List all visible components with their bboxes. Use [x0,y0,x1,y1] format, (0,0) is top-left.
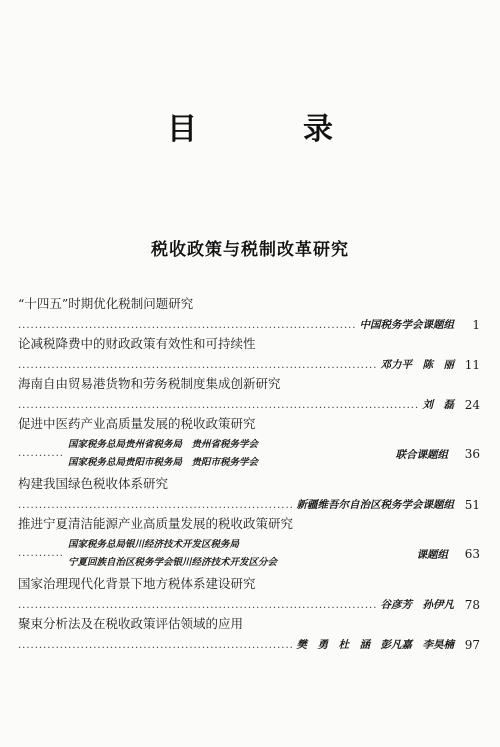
entry-page: 78 [464,598,480,612]
entry-organization: 国家税务总局贵阳市税务局 贵阳市税务学会 [68,457,259,468]
entry-page: 63 [464,547,480,561]
entry-title: 海南自由贸易港货物和劳务税制度集成创新研究 [18,376,281,391]
entry-organizations [68,438,258,470]
section-title: 税收政策与税制改革研究 [151,240,349,260]
toc-entry[interactable] [18,614,480,654]
dot-leader [18,358,377,374]
entry-leader-line [18,594,480,614]
entry-organization: 宁夏回族自治区税务学会银川经济技术开发区分会 [68,557,278,568]
entry-leader-line [18,314,480,334]
entry-page: 51 [464,498,480,512]
entry-title: 聚束分析法及在税收政策评估领域的应用 [18,616,244,631]
entry-title: 构建我国绿色税收体系研究 [18,476,169,491]
entry-leader-line [18,634,480,654]
entry-organization: 国家税务总局银川经济技术开发区税务局 [68,539,240,550]
toc-entry[interactable] [18,514,480,574]
entry-leader-line [18,434,480,474]
toc-entry[interactable] [18,334,480,374]
table-of-contents [18,294,480,654]
entry-page: 97 [464,638,480,652]
entry-page: 36 [464,447,480,461]
entry-author: 联合课题组 [395,448,448,461]
toc-entry[interactable] [18,574,480,614]
entry-title: 国家治理现代化背景下地方税体系建设研究 [18,576,256,591]
toc-entry[interactable] [18,414,480,474]
entry-author: 谷彦芳 孙伊凡 [380,599,454,611]
entry-author: 邓力平 陈 丽 [380,359,454,371]
dot-leader [18,546,62,562]
entry-page: 1 [472,318,480,332]
toc-entry[interactable] [18,474,480,514]
dot-leader [18,398,419,414]
dot-leader [18,318,356,334]
entry-organizations [68,538,277,570]
toc-entry[interactable] [18,294,480,334]
entry-leader-line [18,394,480,414]
dot-leader [18,446,62,462]
dot-leader [18,498,293,514]
entry-author: 中国税务学会课题组 [359,319,454,331]
entry-author: 新疆维吾尔自治区税务学会课题组 [296,499,454,511]
entry-leader-line [18,534,480,574]
dot-leader [18,598,377,614]
entry-author: 樊 勇 杜 涵 彭凡嘉 李昊楠 [296,639,454,651]
dot-leader [18,638,293,654]
entry-title: “十四五”时期优化税制问题研究 [18,296,194,311]
entry-title: 论减税降费中的财政政策有效性和可持续性 [18,336,256,351]
entry-organization: 国家税务总局贵州省税务局 贵州省税务学会 [68,439,259,450]
page-title: 目 录 [167,112,371,147]
entry-author: 刘 磊 [422,399,454,411]
entry-page: 11 [464,358,480,372]
entry-leader-line [18,494,480,514]
entry-author: 课题组 [416,548,448,561]
toc-entry[interactable] [18,374,480,414]
entry-title: 促进中医药产业高质量发展的税收政策研究 [18,416,256,431]
entry-title: 推进宁夏清洁能源产业高质量发展的税收政策研究 [18,516,294,531]
entry-leader-line [18,354,480,374]
entry-page: 24 [464,398,480,412]
